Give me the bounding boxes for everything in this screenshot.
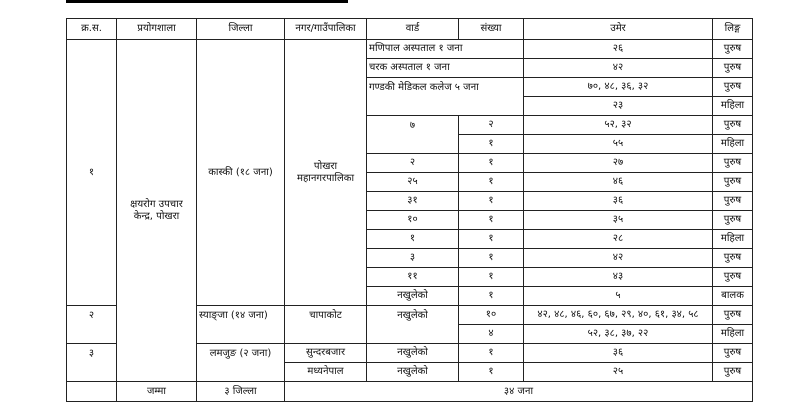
age-cell: ४२, ४८, ४६, ६०, ६७, २९, ४०, ६१, ३४, ५८ bbox=[524, 306, 713, 325]
age-cell: ३५ bbox=[524, 211, 713, 230]
gender-cell: पुरुष bbox=[713, 116, 753, 135]
age-cell: ७०, ४८, ३६, ३२ bbox=[524, 78, 713, 97]
age-cell: २३ bbox=[524, 97, 713, 116]
count-cell: १ bbox=[459, 154, 524, 173]
count-cell: १ bbox=[459, 135, 524, 154]
age-cell: ३६ bbox=[524, 344, 713, 363]
gender-cell: पुरुष bbox=[713, 344, 753, 363]
gender-cell: पुरुष bbox=[713, 78, 753, 97]
count-cell: ४ bbox=[459, 325, 524, 344]
ward-cell: नखुलेको bbox=[367, 363, 459, 382]
count-cell: १ bbox=[459, 249, 524, 268]
ward-cell: नखुलेको bbox=[367, 287, 459, 306]
gender-cell: पुरुष bbox=[713, 268, 753, 287]
ward-cell: ११ bbox=[367, 268, 459, 287]
lab-name: क्षयरोग उपचार केन्द्र, पोखरा bbox=[117, 40, 197, 382]
gender-cell: महिला bbox=[713, 135, 753, 154]
count-cell: १ bbox=[459, 344, 524, 363]
count-cell: १ bbox=[459, 230, 524, 249]
gender-cell: महिला bbox=[713, 97, 753, 116]
gender-cell: महिला bbox=[713, 325, 753, 344]
ward-cell: २ bbox=[367, 154, 459, 173]
header-municipality: नगर/गाउँपालिका bbox=[285, 19, 367, 40]
district-name: कास्की (१८ जना) bbox=[197, 40, 285, 306]
age-cell: ५२, ३८, ३७, २२ bbox=[524, 325, 713, 344]
count-cell: १ bbox=[459, 287, 524, 306]
header-age: उमेर bbox=[524, 19, 713, 40]
total-blank bbox=[67, 382, 117, 402]
gender-cell: महिला bbox=[713, 230, 753, 249]
age-cell: ४६ bbox=[524, 173, 713, 192]
total-row bbox=[67, 382, 753, 402]
header-count: संख्या bbox=[459, 19, 524, 40]
ward-cell: १ bbox=[367, 230, 459, 249]
municipality-name: पोखरा महानगरपालिका bbox=[285, 40, 367, 306]
count-cell: १ bbox=[459, 173, 524, 192]
ward-cell: मणिपाल अस्पताल १ जना bbox=[367, 40, 524, 59]
gender-cell: पुरुष bbox=[713, 249, 753, 268]
age-cell: ५ bbox=[524, 287, 713, 306]
header-ward: वार्ड bbox=[367, 19, 459, 40]
table-row bbox=[67, 40, 753, 59]
header-row bbox=[67, 19, 753, 40]
ward-cell: चरक अस्पताल १ जना bbox=[367, 59, 524, 78]
ward-cell: ७ bbox=[367, 116, 459, 154]
ward-cell: नखुलेको bbox=[367, 344, 459, 363]
district-name: लमजुङ (२ जना) bbox=[197, 344, 285, 382]
gender-cell: पुरुष bbox=[713, 306, 753, 325]
ward-cell: ३ bbox=[367, 249, 459, 268]
age-cell: ५५ bbox=[524, 135, 713, 154]
ward-cell: २५ bbox=[367, 173, 459, 192]
total-districts: ३ जिल्ला bbox=[197, 382, 285, 402]
gender-cell: पुरुष bbox=[713, 173, 753, 192]
header-rule bbox=[66, 0, 348, 3]
gender-cell: पुरुष bbox=[713, 59, 753, 78]
total-cases: ३४ जना bbox=[285, 382, 753, 402]
age-cell: २७ bbox=[524, 154, 713, 173]
municipality-name: चापाकोट bbox=[285, 306, 367, 344]
header-gender: लिङ्ग bbox=[713, 19, 753, 40]
age-cell: ५२, ३२ bbox=[524, 116, 713, 135]
gender-cell: पुरुष bbox=[713, 211, 753, 230]
count-cell: १ bbox=[459, 211, 524, 230]
header-lab: प्रयोगशाला bbox=[117, 19, 197, 40]
municipality-name: सुन्दरबजार bbox=[285, 344, 367, 363]
ward-cell: १० bbox=[367, 211, 459, 230]
group-sn: २ bbox=[67, 306, 117, 344]
age-cell: ४२ bbox=[524, 59, 713, 78]
count-cell: १० bbox=[459, 306, 524, 325]
municipality-name: मध्यनेपाल bbox=[285, 363, 367, 382]
ward-cell: गण्डकी मेडिकल कलेज ५ जना bbox=[367, 78, 524, 116]
ward-cell: ३१ bbox=[367, 192, 459, 211]
gender-cell: बालक bbox=[713, 287, 753, 306]
count-cell: २ bbox=[459, 116, 524, 135]
age-cell: २८ bbox=[524, 230, 713, 249]
ward-cell: नखुलेको bbox=[367, 306, 459, 344]
group-sn: ३ bbox=[67, 344, 117, 382]
header-sn: क्र.स. bbox=[67, 19, 117, 40]
case-table bbox=[66, 18, 753, 402]
district-name: स्याङ्जा (१४ जना) bbox=[197, 306, 285, 344]
gender-cell: पुरुष bbox=[713, 40, 753, 59]
header-district: जिल्ला bbox=[197, 19, 285, 40]
count-cell: १ bbox=[459, 268, 524, 287]
age-cell: ४२ bbox=[524, 249, 713, 268]
gender-cell: पुरुष bbox=[713, 154, 753, 173]
age-cell: ४३ bbox=[524, 268, 713, 287]
group-sn: १ bbox=[67, 40, 117, 306]
gender-cell: पुरुष bbox=[713, 363, 753, 382]
age-cell: ३६ bbox=[524, 192, 713, 211]
count-cell: १ bbox=[459, 363, 524, 382]
total-label: जम्मा bbox=[117, 382, 197, 402]
age-cell: २५ bbox=[524, 363, 713, 382]
age-cell: २६ bbox=[524, 40, 713, 59]
gender-cell: पुरुष bbox=[713, 192, 753, 211]
count-cell: १ bbox=[459, 192, 524, 211]
